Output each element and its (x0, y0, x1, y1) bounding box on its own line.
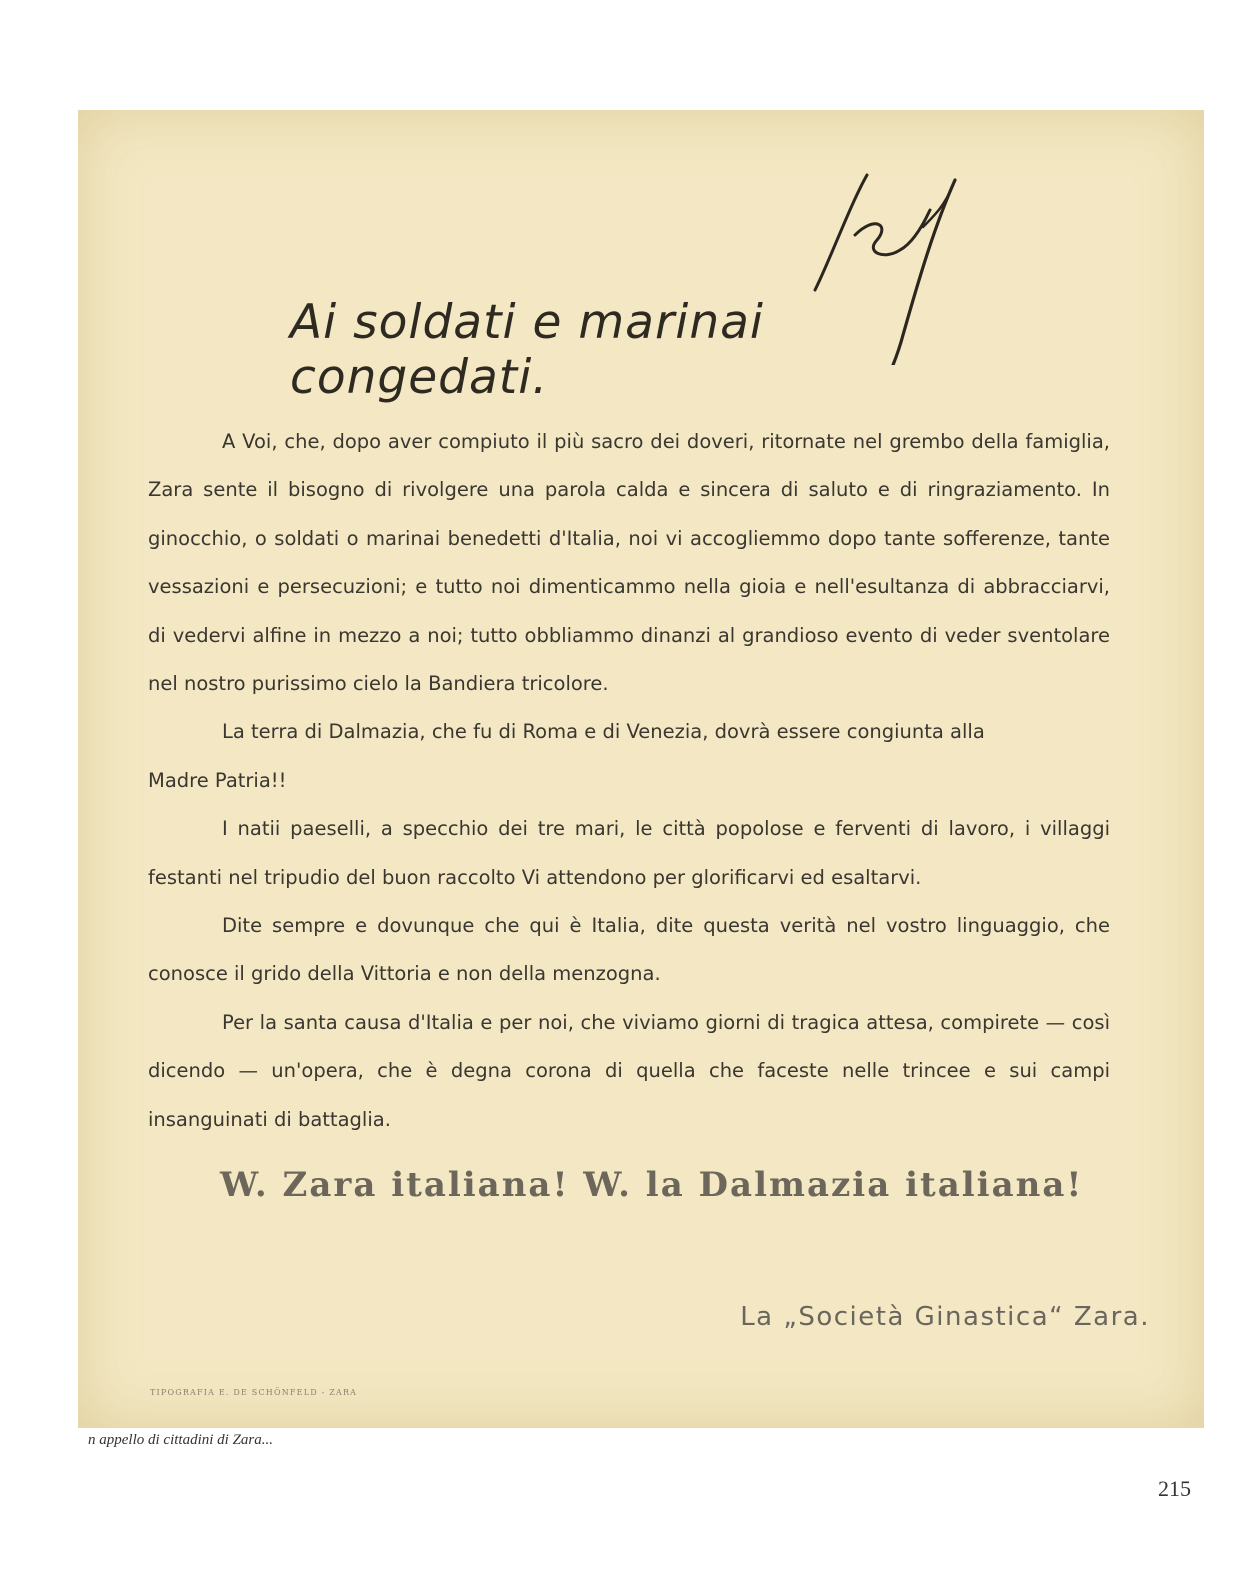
paragraph: I natii paeselli, a specchio dei tre mari, le città popolose e ferventi di lavoro, i villaggi festanti nel tripudio del buon raccolto Vi attendono per glorificarvi ed esaltarvi. (148, 817, 1110, 889)
paragraph: La terra di Dalmazia, che fu di Roma e di Venezia, dovrà essere congiunta alla (222, 720, 985, 744)
signoff: La „Società Ginastica“ Zara. (740, 1302, 1150, 1332)
paragraph: Madre Patria!! (148, 768, 287, 792)
slogan: W. Zara italiana! W. la Dalmazia italiana! (220, 1165, 1084, 1205)
document-body (148, 418, 1110, 1144)
paragraph: Per la santa causa d'Italia e per noi, che viviamo giorni di tragica attesa, compirete — così dicendo — un'opera, che è degna corona di quella che faceste nelle trincee e sui campi insanguinati di battaglia. (148, 1010, 1110, 1131)
printer-imprint: TIPOGRAFIA E. DE SCHÖNFELD - ZARA (150, 1388, 358, 1397)
paragraph: A Voi, che, dopo aver compiuto il più sacro dei doveri, ritornate nel grembo della famiglia, Zara sente il bisogno di rivolgere una parola calda e sincera di saluto e di ringraziamento. In ginocchio, o soldati o marinai benedetti d'Italia, noi vi accogliemmo dopo tante sofferenze, tante vessazioni e persecuzioni; e tutto noi dimenticammo nella gioia e nell'esultanza di abbracciarvi, di vedervi alfine in mezzo a noi; tutto obbliammo dinanzi al grandioso evento di veder sventolare nel nostro purissimo cielo la Bandiera tricolore. (148, 430, 1110, 696)
page-number: 215 (1158, 1476, 1191, 1501)
figure-caption: n appello di cittadini di Zara... (88, 1432, 274, 1448)
document-title: Ai soldati e marinai congedati. (290, 295, 764, 405)
paragraph: Dite sempre e dovunque che qui è Italia, dite questa verità nel vostro linguaggio, che conosce il grido della Vittoria e non della menzogna. (148, 914, 1110, 986)
